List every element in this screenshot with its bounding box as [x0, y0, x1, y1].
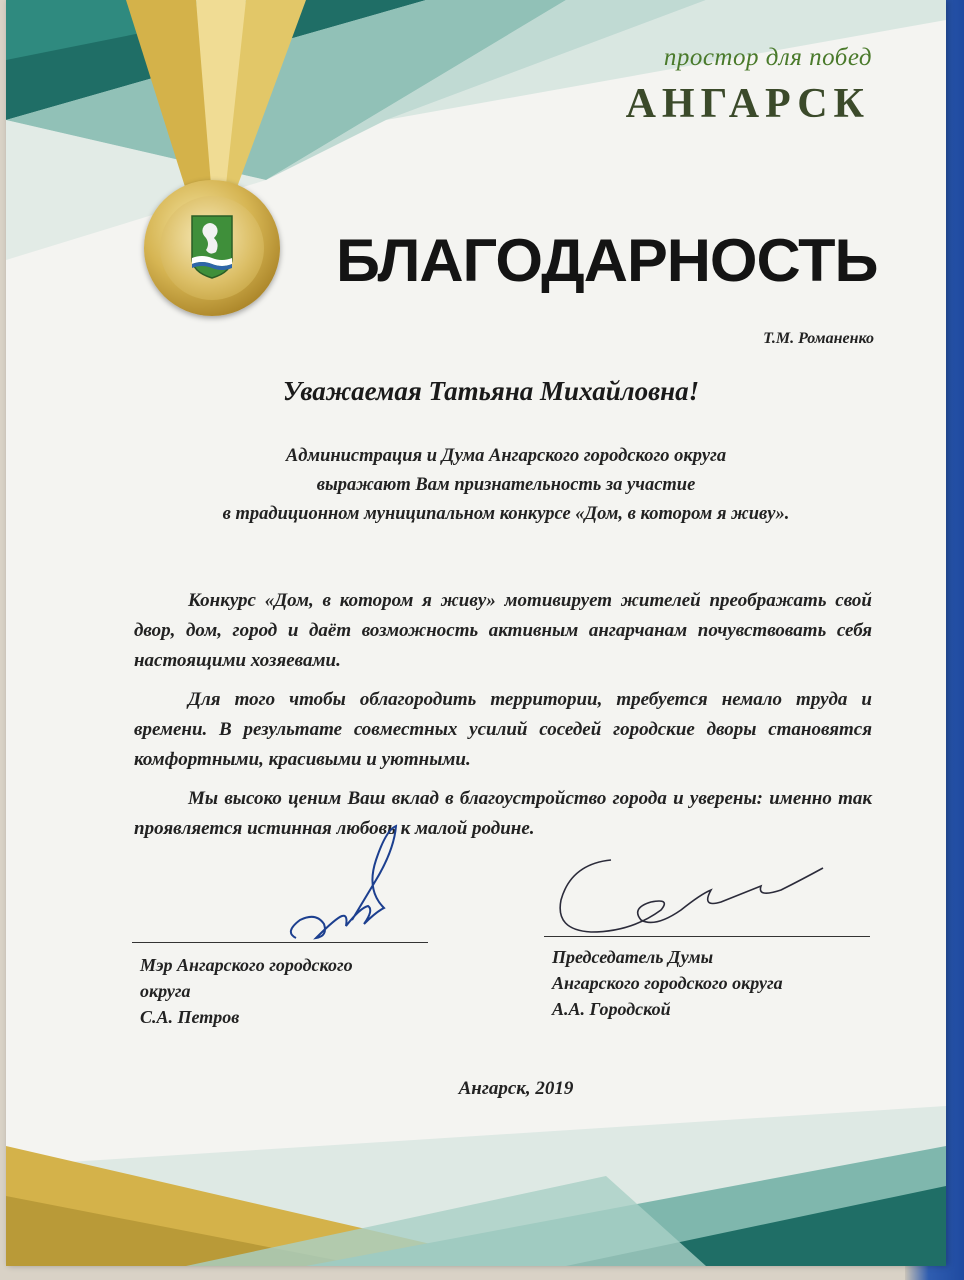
signatory-line: Председатель Думы: [552, 947, 714, 967]
signatory-line: С.А. Петров: [140, 1007, 240, 1027]
mayor-signatory: [140, 952, 353, 1030]
document-title: БЛАГОДАРНОСТЬ: [336, 227, 878, 294]
medal-emblem: [144, 180, 280, 316]
paragraph: Конкурс «Дом, в котором я живу» мотивирует жителей преображать свой двор, дом, город и даёт возможность активным ангарчанам почувствовать себя настоящими хозяевами.: [134, 590, 872, 671]
signatory-line: округа: [140, 981, 191, 1001]
greeting: Уважаемая Татьяна Михайловна!: [282, 376, 700, 406]
signatory-line: Ангарского городского округа: [552, 973, 783, 993]
city-crest-icon: [190, 214, 234, 280]
top-decoration: [6, 0, 946, 260]
intro-line: в традиционном муниципальном конкурсе «Дом, в котором я живу».: [222, 504, 790, 524]
place-date: Ангарск, 2019: [458, 1078, 574, 1099]
brand-tagline: простор для побед: [663, 44, 872, 71]
mayor-signature-line: [132, 942, 428, 943]
brand-name: АНГАРСК: [625, 81, 870, 127]
mayor-signature: [276, 820, 416, 950]
recipient-short: Т.М. Романенко: [763, 330, 874, 347]
certificate-sheet: [6, 0, 946, 1266]
intro-line: выражают Вам признательность за участие: [316, 475, 696, 495]
intro-text: [146, 442, 866, 529]
paragraph: Для того чтобы облагородить территории, требуется немало труда и времени. В результате совместных усилий соседей городские дворы становятся комфортными, красивыми и уютными.: [134, 689, 872, 770]
paragraph: Мы высоко ценим Ваш вклад в благоустройство города и уверены: именно так проявляется истинная любовь к малой родине.: [134, 788, 872, 839]
bottom-decoration: [6, 1106, 946, 1266]
chairman-signature-line: [544, 936, 870, 937]
body-text: [134, 586, 872, 853]
intro-line: Администрация и Дума Ангарского городского округа: [285, 446, 727, 466]
signatory-line: Мэр Ангарского городского: [140, 955, 353, 975]
chairman-signature: [551, 850, 831, 945]
chairman-signatory: [552, 944, 783, 1022]
signatory-line: А.А. Городской: [552, 999, 671, 1019]
